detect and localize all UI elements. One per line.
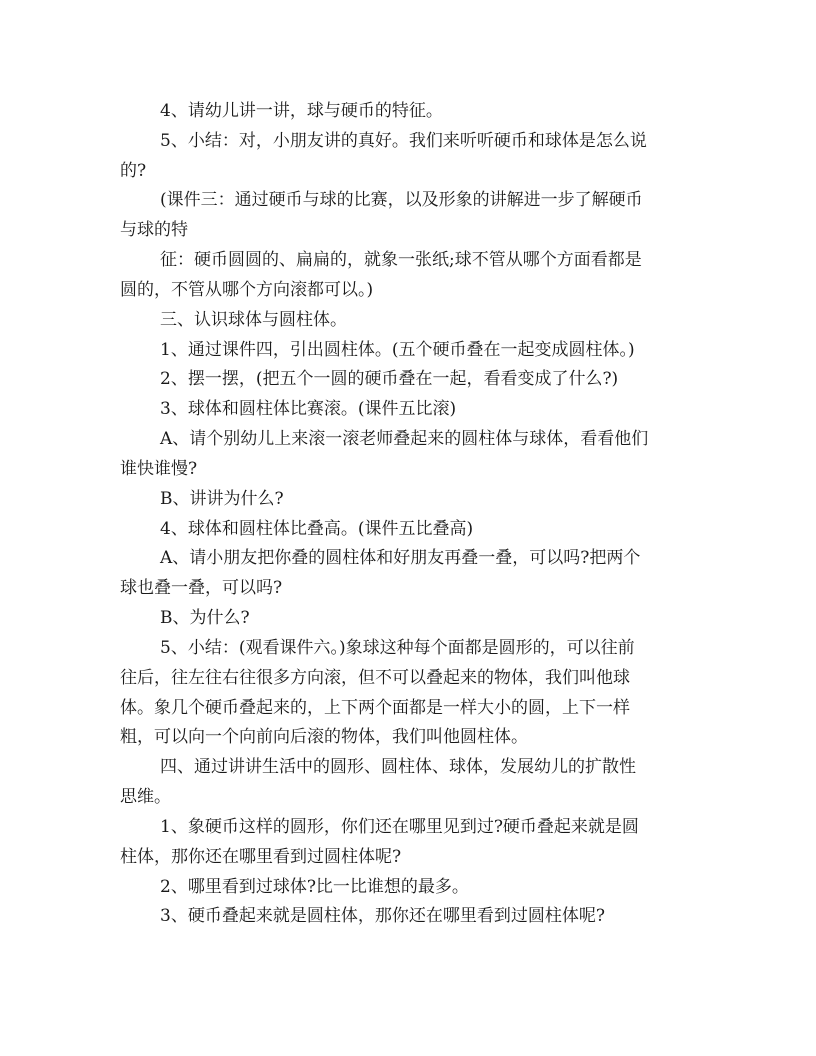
text-line: 4、球体和圆柱体比叠高。(课件五比叠高) [160, 519, 474, 539]
text-line: B、为什么? [160, 608, 250, 628]
section-heading: 三、认识球体与圆柱体。 [160, 310, 347, 330]
text-line: 的? [120, 161, 147, 181]
text-line: 思维。 [120, 787, 171, 807]
text-line: 2、摆一摆，(把五个一圆的硬币叠在一起，看看变成了什么?) [160, 369, 619, 389]
text-line: 往后，往左往右往很多方向滚，但不可以叠起来的物体，我们叫他球 [120, 668, 630, 688]
text-line: 柱体，那你还在哪里看到过圆柱体呢? [120, 847, 402, 867]
text-line: 体。象几个硬币叠起来的，上下两个面都是一样大小的圆，上下一样 [120, 698, 630, 718]
text-line: 2、哪里看到过球体?比一比谁想的最多。 [160, 877, 469, 897]
text-line: 征：硬币圆圆的、扁扁的，就象一张纸;球不管从哪个方面看都是 [160, 250, 642, 270]
text-line: 1、通过课件四，引出圆柱体。(五个硬币叠在一起变成圆柱体。) [160, 340, 635, 360]
text-line: (课件三：通过硬币与球的比赛，以及形象的讲解进一步了解硬币 [160, 190, 643, 210]
text-line: 3、球体和圆柱体比赛滚。(课件五比滚) [160, 399, 457, 419]
text-line: A、请小朋友把你叠的圆柱体和好朋友再叠一叠，可以吗?把两个 [160, 548, 641, 568]
text-line: 3、硬币叠起来就是圆柱体，那你还在哪里看到过圆柱体呢? [160, 906, 605, 926]
text-line: 1、象硬币这样的圆形，你们还在哪里见到过?硬币叠起来就是圆 [160, 817, 639, 837]
text-line: 4、请幼儿讲一讲，球与硬币的特征。 [160, 101, 443, 121]
text-line: 与球的特 [120, 220, 188, 240]
text-line: 圆的，不管从哪个方向滚都可以。) [120, 280, 374, 300]
text-line: A、请个别幼儿上来滚一滚老师叠起来的圆柱体与球体，看看他们 [160, 429, 649, 449]
text-line: 粗，可以向一个向前向后滚的物体，我们叫他圆柱体。 [120, 727, 528, 747]
text-line: 5、小结：(观看课件六。)象球这种每个面都是圆形的，可以往前 [160, 638, 635, 658]
section-heading: 四、通过讲讲生活中的圆形、圆柱体、球体，发展幼儿的扩散性 [160, 757, 636, 777]
text-line: B、讲讲为什么? [160, 489, 284, 509]
text-line: 5、小结：对，小朋友讲的真好。我们来听听硬币和球体是怎么说 [160, 131, 647, 151]
text-line: 谁快谁慢? [120, 459, 198, 479]
text-line: 球也叠一叠，可以吗? [120, 578, 283, 598]
